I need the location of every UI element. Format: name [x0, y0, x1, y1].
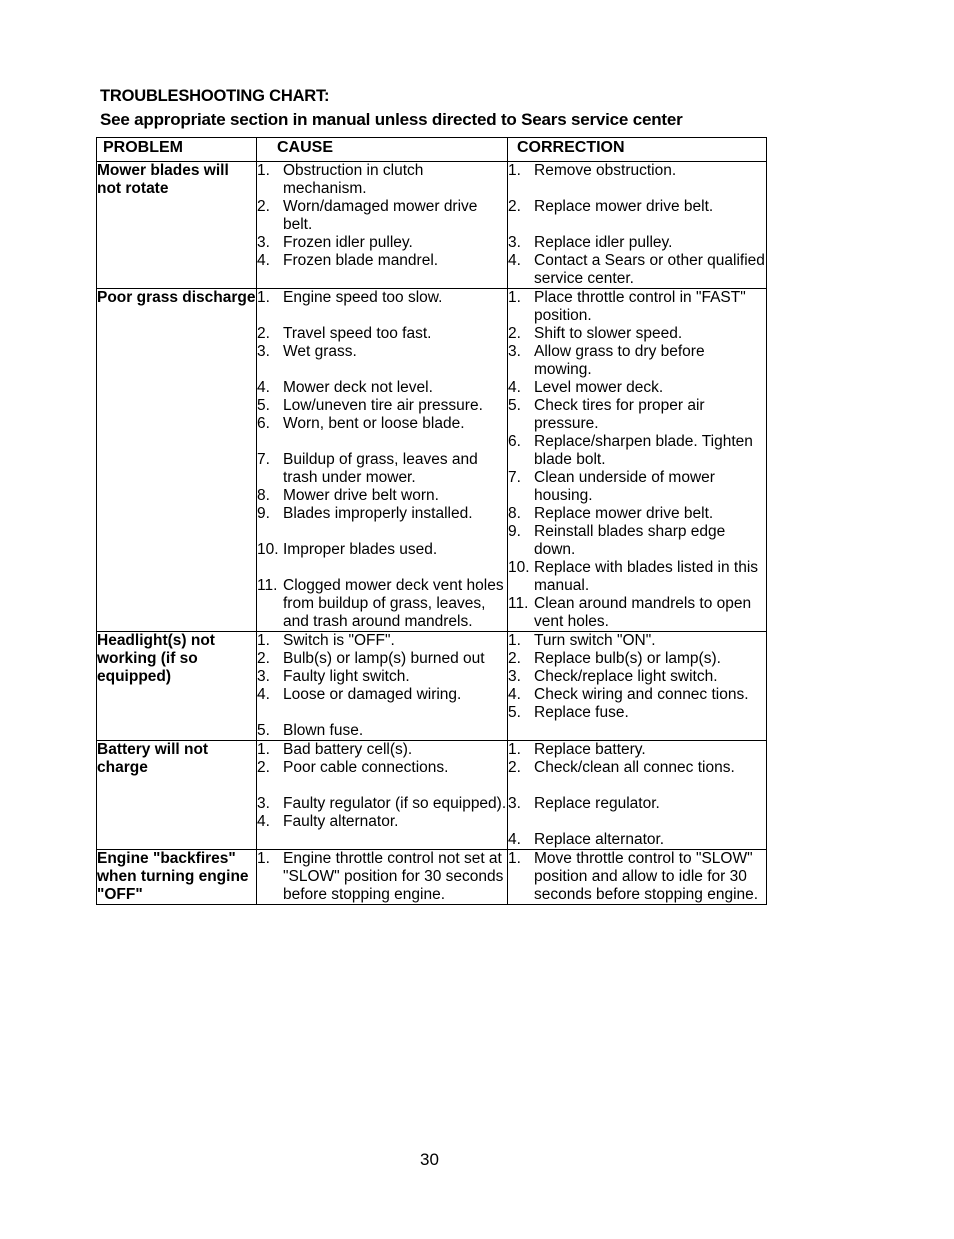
correction-item-number: 9.: [508, 523, 521, 540]
correction-item: [508, 831, 766, 849]
cause-item: [257, 505, 507, 523]
cause-item-number: 4.: [257, 379, 270, 396]
correction-item-text: Check/replace light switch.: [534, 668, 718, 685]
cause-item-number: 11.: [257, 577, 278, 594]
table-row: [97, 289, 767, 632]
cause-item-number: 8.: [257, 487, 270, 504]
correction-item-text: Replace fuse.: [534, 704, 629, 721]
cause-item: [257, 741, 507, 759]
correction-item-number: 6.: [508, 433, 521, 450]
correction-item-number: 2.: [508, 759, 521, 776]
correction-item: [508, 469, 766, 505]
cause-item-number: 1.: [257, 741, 270, 758]
problem-cell: Battery will not charge: [97, 741, 257, 850]
cause-item-number: 2.: [257, 759, 270, 776]
correction-item: [508, 795, 766, 813]
cause-item: [257, 379, 507, 397]
correction-item-number: 4.: [508, 686, 521, 703]
table-header-row: [97, 138, 767, 162]
correction-item: [508, 850, 766, 904]
cause-cell: [257, 162, 508, 289]
problem-cell: Poor grass discharge: [97, 289, 257, 632]
page-number: 30: [420, 1150, 439, 1169]
correction-cell: [508, 850, 767, 905]
chart-subheading: See appropriate section in manual unless directed to Sears service center: [100, 110, 683, 129]
cause-item-text: Faulty regulator (if so equipped).: [283, 795, 507, 812]
cause-item-number: 3.: [257, 343, 270, 360]
correction-item-number: 5.: [508, 397, 521, 414]
cause-item-text: Frozen blade mandrel.: [283, 252, 439, 269]
cause-item-text: Faulty light switch.: [283, 668, 410, 685]
cause-cell: [257, 632, 508, 741]
cause-item: [257, 577, 507, 631]
correction-item-number: 2.: [508, 198, 521, 215]
cause-item: [257, 234, 507, 252]
correction-item-number: 3.: [508, 343, 521, 360]
cause-item: [257, 451, 507, 487]
cause-item-text: Clogged mower deck vent holes from buildup of grass, leaves, and trash around mandrels.: [283, 577, 504, 630]
correction-item-number: 1.: [508, 741, 521, 758]
cause-item: [257, 397, 507, 415]
correction-item: [508, 252, 766, 288]
correction-item-text: Move throttle control to "SLOW" position and allow to idle for 30 seconds before stopping engine.: [534, 850, 759, 903]
correction-item: [508, 433, 766, 469]
cause-item: [257, 759, 507, 777]
correction-item: [508, 559, 766, 595]
table-row: [97, 741, 767, 850]
correction-item-text: Clean underside of mower housing.: [534, 469, 715, 504]
cause-item-text: Worn/damaged mower drive belt.: [283, 198, 478, 233]
cause-item-number: 4.: [257, 252, 270, 269]
cause-item: [257, 289, 507, 307]
correction-item: [508, 162, 766, 180]
cause-item-text: Mower drive belt worn.: [283, 487, 439, 504]
cause-item-number: 2.: [257, 198, 270, 215]
cause-item: [257, 343, 507, 361]
correction-item-text: Contact a Sears or other qualified service center.: [534, 252, 765, 287]
cause-item-number: 1.: [257, 162, 270, 179]
correction-item-text: Turn switch "ON".: [534, 632, 656, 649]
correction-item-text: Replace alternator.: [534, 831, 665, 848]
correction-item-text: Clean around mandrels to open vent holes.: [534, 595, 752, 630]
cause-item: [257, 162, 507, 198]
cause-item: [257, 415, 507, 433]
correction-item-text: Replace mower drive belt.: [534, 505, 714, 522]
cause-item: [257, 632, 507, 650]
correction-item-number: 5.: [508, 704, 521, 721]
cause-item: [257, 541, 507, 559]
correction-item: [508, 595, 766, 631]
cause-item: [257, 668, 507, 686]
cause-item-number: 4.: [257, 813, 270, 830]
correction-item-number: 1.: [508, 632, 521, 649]
cause-item: [257, 850, 507, 904]
correction-item-number: 10.: [508, 559, 530, 576]
correction-item-text: Allow grass to dry before mowing.: [534, 343, 705, 378]
correction-item-text: Check wiring and connec tions.: [534, 686, 749, 703]
correction-item-text: Replace regulator.: [534, 795, 660, 812]
correction-cell: [508, 632, 767, 741]
cause-item: [257, 650, 507, 668]
cause-item-number: 6.: [257, 415, 270, 432]
cause-item-text: Engine speed too slow.: [283, 289, 443, 306]
cause-item-number: 10.: [257, 541, 279, 558]
correction-cell: [508, 289, 767, 632]
correction-item-number: 1.: [508, 162, 521, 179]
correction-item: [508, 686, 766, 704]
correction-item-number: 1.: [508, 289, 521, 306]
cause-cell: [257, 289, 508, 632]
cause-item-text: Wet grass.: [283, 343, 357, 360]
correction-cell: [508, 741, 767, 850]
cause-item-number: 9.: [257, 505, 270, 522]
chart-heading: TROUBLESHOOTING CHART:: [100, 87, 330, 105]
correction-item: [508, 343, 766, 379]
cause-item-number: 1.: [257, 850, 270, 867]
correction-item-number: 4.: [508, 831, 521, 848]
cause-cell: [257, 850, 508, 905]
cause-item: [257, 686, 507, 704]
problem-cell: Headlight(s) not working (if so equipped): [97, 632, 257, 741]
cause-item-text: Switch is "OFF".: [283, 632, 395, 649]
correction-item: [508, 523, 766, 559]
problem-cell: Mower blades will not rotate: [97, 162, 257, 289]
cause-item: [257, 813, 507, 831]
correction-item-number: 11.: [508, 595, 529, 612]
correction-item-text: Level mower deck.: [534, 379, 664, 396]
cause-item-number: 3.: [257, 668, 270, 685]
correction-item-number: 7.: [508, 469, 521, 486]
cause-item-number: 3.: [257, 795, 270, 812]
cause-item-number: 5.: [257, 397, 270, 414]
correction-item-text: Replace idler pulley.: [534, 234, 673, 251]
cause-item: [257, 252, 507, 270]
cause-item-text: Faulty alternator.: [283, 813, 399, 830]
cause-item-text: Bulb(s) or lamp(s) burned out: [283, 650, 485, 667]
correction-item-text: Replace with blades listed in this manual.: [534, 559, 759, 594]
correction-item-text: Shift to slower speed.: [534, 325, 683, 342]
cause-cell: [257, 741, 508, 850]
cause-item-text: Improper blades used.: [283, 541, 438, 558]
correction-item: [508, 505, 766, 523]
correction-item-number: 4.: [508, 379, 521, 396]
correction-item-text: Check/clean all connec tions.: [534, 759, 735, 776]
cause-item: [257, 198, 507, 234]
correction-item: [508, 650, 766, 668]
correction-item-text: Place throttle control in "FAST" position.: [534, 289, 746, 324]
problem-cell: Engine "backfires" when turning engine "OFF": [97, 850, 257, 905]
cause-item-text: Bad battery cell(s).: [283, 741, 413, 758]
cause-item: [257, 722, 507, 740]
correction-item-text: Replace mower drive belt.: [534, 198, 714, 215]
correction-item: [508, 325, 766, 343]
cause-item-text: Buildup of grass, leaves and trash under mower.: [283, 451, 478, 486]
correction-item-number: 3.: [508, 795, 521, 812]
cause-item-number: 5.: [257, 722, 270, 739]
cause-item-number: 2.: [257, 650, 270, 667]
table-row: [97, 632, 767, 741]
correction-item-number: 3.: [508, 234, 521, 251]
correction-item-number: 3.: [508, 668, 521, 685]
cause-item-text: Loose or damaged wiring.: [283, 686, 462, 703]
correction-item-text: Replace battery.: [534, 741, 646, 758]
correction-item: [508, 668, 766, 686]
cause-item-text: Poor cable connections.: [283, 759, 449, 776]
cause-item-text: Engine throttle control not set at "SLOW" position for 30 seconds before stopping engine.: [283, 850, 504, 903]
header-problem: PROBLEM: [97, 138, 257, 162]
correction-item: [508, 379, 766, 397]
cause-item-text: Worn, bent or loose blade.: [283, 415, 465, 432]
cause-item-number: 7.: [257, 451, 270, 468]
correction-item: [508, 397, 766, 433]
correction-item-text: Replace/sharpen blade. Tighten blade bolt.: [534, 433, 753, 468]
correction-item: [508, 632, 766, 650]
header-cause: CAUSE: [257, 138, 508, 162]
correction-item-number: 2.: [508, 650, 521, 667]
cause-item-text: Travel speed too fast.: [283, 325, 432, 342]
table-body: [97, 162, 767, 905]
correction-item: [508, 704, 766, 722]
correction-item-text: Reinstall blades sharp edge down.: [534, 523, 726, 558]
correction-item: [508, 234, 766, 252]
cause-item: [257, 487, 507, 505]
cause-item-text: Frozen idler pulley.: [283, 234, 413, 251]
cause-item-text: Low/uneven tire air pressure.: [283, 397, 483, 414]
cause-item-text: Mower deck not level.: [283, 379, 433, 396]
correction-item-number: 2.: [508, 325, 521, 342]
cause-item-number: 1.: [257, 632, 270, 649]
correction-item-text: Remove obstruction.: [534, 162, 677, 179]
correction-item-number: 8.: [508, 505, 521, 522]
cause-item-number: 4.: [257, 686, 270, 703]
correction-item-number: 1.: [508, 850, 521, 867]
correction-item-text: Replace bulb(s) or lamp(s).: [534, 650, 721, 667]
cause-item-number: 1.: [257, 289, 270, 306]
cause-item-number: 2.: [257, 325, 270, 342]
cause-item: [257, 795, 507, 813]
cause-item-text: Obstruction in clutch mechanism.: [283, 162, 424, 197]
correction-item: [508, 741, 766, 759]
cause-item-text: Blown fuse.: [283, 722, 364, 739]
correction-cell: [508, 162, 767, 289]
table-row: [97, 162, 767, 289]
troubleshooting-table: [96, 137, 767, 905]
cause-item-number: 3.: [257, 234, 270, 251]
cause-item-text: Blades improperly installed.: [283, 505, 473, 522]
table-row: [97, 850, 767, 905]
correction-item: [508, 759, 766, 777]
correction-item-number: 4.: [508, 252, 521, 269]
correction-item: [508, 289, 766, 325]
correction-item-text: Check tires for proper air pressure.: [534, 397, 705, 432]
correction-item: [508, 198, 766, 216]
header-correction: CORRECTION: [508, 138, 767, 162]
cause-item: [257, 325, 507, 343]
